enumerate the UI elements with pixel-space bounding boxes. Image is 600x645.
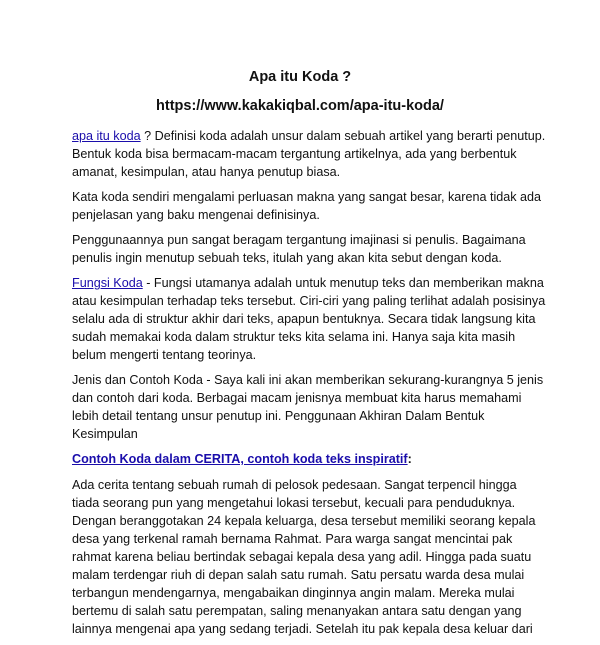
- apa-itu-koda-link[interactable]: apa itu koda: [72, 129, 141, 143]
- paragraph-kata-koda: Kata koda sendiri mengalami perluasan makna yang sangat besar, karena tidak ada penjelasan yang baku mengenai definisinya.: [72, 190, 542, 222]
- fungsi-koda-link[interactable]: Fungsi Koda: [72, 276, 143, 290]
- document-body: [72, 127, 572, 645]
- paragraph-penggunaan: Penggunaannya pun sangat beragam tergantung imajinasi si penulis. Bagaimana penulis ingin menutup sebuah teks, itulah yang akan kita sebut dengan koda.: [72, 233, 526, 265]
- paragraph-fungsi: Fungsi Koda - Fungsi utamanya adalah untuk menutup teks dan memberikan makna atau kesimpulan terhadap teks tersebut. Ciri-ciri yang paling terlihat adalah posisinya selalu ada di struktur akhir dari teks, apapun bentuknya. Secara tidak langsung kita sudah memakai koda dalam struktur teks kita selama ini. Hanya saja kita masih belum mengerti tentang teorinya.: [72, 276, 546, 362]
- section-heading: Contoh Koda dalam CERITA, contoh koda teks inspiratif:: [72, 452, 412, 466]
- paragraph-definition: apa itu koda ? Definisi koda adalah unsur dalam sebuah artikel yang berarti penutup. Bentuk koda bisa bermacam-macam tergantung artikelnya, ada yang berbentuk amanat, kesimpulan, atau hanya penutup biasa.: [72, 129, 546, 179]
- page-title: Apa itu Koda ?: [248, 69, 352, 85]
- contoh-koda-cerita-link[interactable]: Contoh Koda dalam CERITA, contoh koda teks inspiratif: [72, 452, 408, 466]
- source-url: https://www.kakakiqbal.com/apa-itu-koda/: [156, 98, 444, 114]
- paragraph-story: Ada cerita tentang sebuah rumah di pelosok pedesaan. Sangat terpencil hingga tiada seorang pun yang mengetahui lokasi tersebut, kecuali para penduduknya. Dengan beranggotakan 24 kepala keluarga, desa tersebut memiliki seorang kepala desa yang terkenal ramah bernama Rahmat. Para warga sangat mencintai pak rahmat karena beliau bertindak sebagai kepala desa yang adil. Hingga pada suatu malam terdengar riuh di depan salah satu rumah. Satu persatu warda desa mulai terbangun mendengarnya, mengabaikan dinginnya angin malam. Mereka mulai bertemu di salah satu perempatan, saling menanyakan antara satu dengan yang lainnya mengenai apa yang sedang terjadi. Setelah itu pak kepala desa keluar dari: [72, 478, 536, 636]
- paragraph-jenis: Jenis dan Contoh Koda - Saya kali ini akan memberikan sekurang-kurangnya 5 jenis dan contoh dari koda. Berbagai macam jenisnya membuat kita harus memahami lebih detail tentang unsur penutup ini. Penggunaan Akhiran Dalam Bentuk Kesimpulan: [72, 373, 544, 441]
